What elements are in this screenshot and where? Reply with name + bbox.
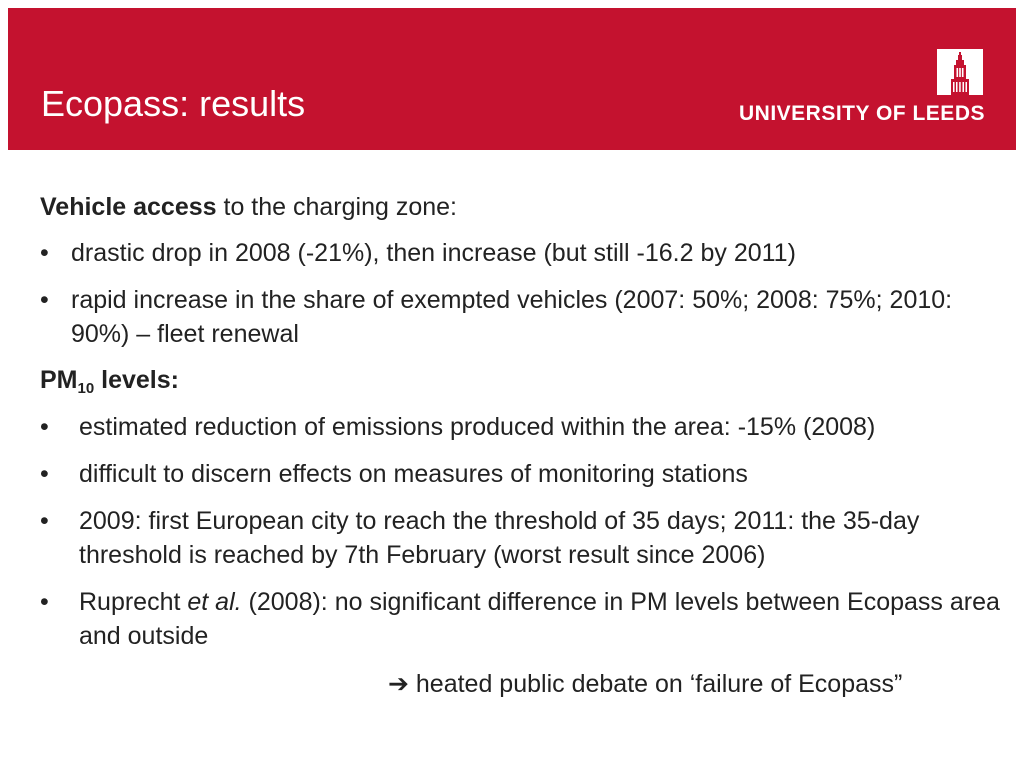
conclusion-text: heated public debate on ‘failure of Ecopass” <box>408 670 903 698</box>
heading-rest-text: levels: <box>94 366 179 394</box>
bullet-glyph: • <box>40 460 49 488</box>
heading-subscript: 10 <box>77 380 95 397</box>
pm10-list <box>40 410 1000 653</box>
header-banner <box>8 8 1016 150</box>
heading-rest-text: to the charging zone: <box>216 193 457 221</box>
university-logo-text: UNIVERSITY OF LEEDS <box>739 102 985 125</box>
list-item <box>40 283 1000 351</box>
bullet-glyph: • <box>40 507 49 535</box>
list-item <box>40 410 1000 444</box>
conclusion-line <box>40 667 1000 701</box>
list-item <box>40 585 1000 653</box>
ruprecht-suffix: (2008): no significant difference in PM levels between Ecopass area and outside <box>79 588 1000 650</box>
list-item-text: difficult to discern effects on measures of monitoring stations <box>79 460 748 488</box>
bullet-glyph: • <box>40 588 49 616</box>
list-item-text: rapid increase in the share of exempted vehicles (2007: 50%; 2008: 75%; 2010: 90%) – fleet renewal <box>71 286 953 348</box>
vehicle-access-list <box>40 236 1000 351</box>
slide-content <box>40 190 1000 701</box>
list-item <box>40 504 1000 572</box>
bullet-glyph: • <box>40 413 49 441</box>
list-item-text: estimated reduction of emissions produced within the area: -15% (2008) <box>79 413 876 441</box>
section-heading-vehicle-access <box>40 190 1000 224</box>
ruprecht-italic: et al. <box>187 588 242 616</box>
slide-title: Ecopass: results <box>41 83 306 124</box>
bullet-glyph: • <box>40 239 49 267</box>
list-item <box>40 457 1000 491</box>
list-item-text: 2009: first European city to reach the threshold of 35 days; 2011: the 35-day threshold is reached by 7th February (worst result since 2006) <box>79 507 920 569</box>
bullet-glyph: • <box>40 286 49 314</box>
section-heading-pm10 <box>40 363 1000 397</box>
ruprecht-prefix: Ruprecht <box>79 588 188 616</box>
heading-bold-text: Vehicle access <box>40 193 217 221</box>
list-item <box>40 236 1000 270</box>
university-logo-icon <box>937 49 983 95</box>
heading-pm-text: PM <box>40 366 78 394</box>
list-item-text: drastic drop in 2008 (-21%), then increase (but still -16.2 by 2011) <box>71 239 796 267</box>
right-arrow-icon: ➔ <box>388 670 409 698</box>
